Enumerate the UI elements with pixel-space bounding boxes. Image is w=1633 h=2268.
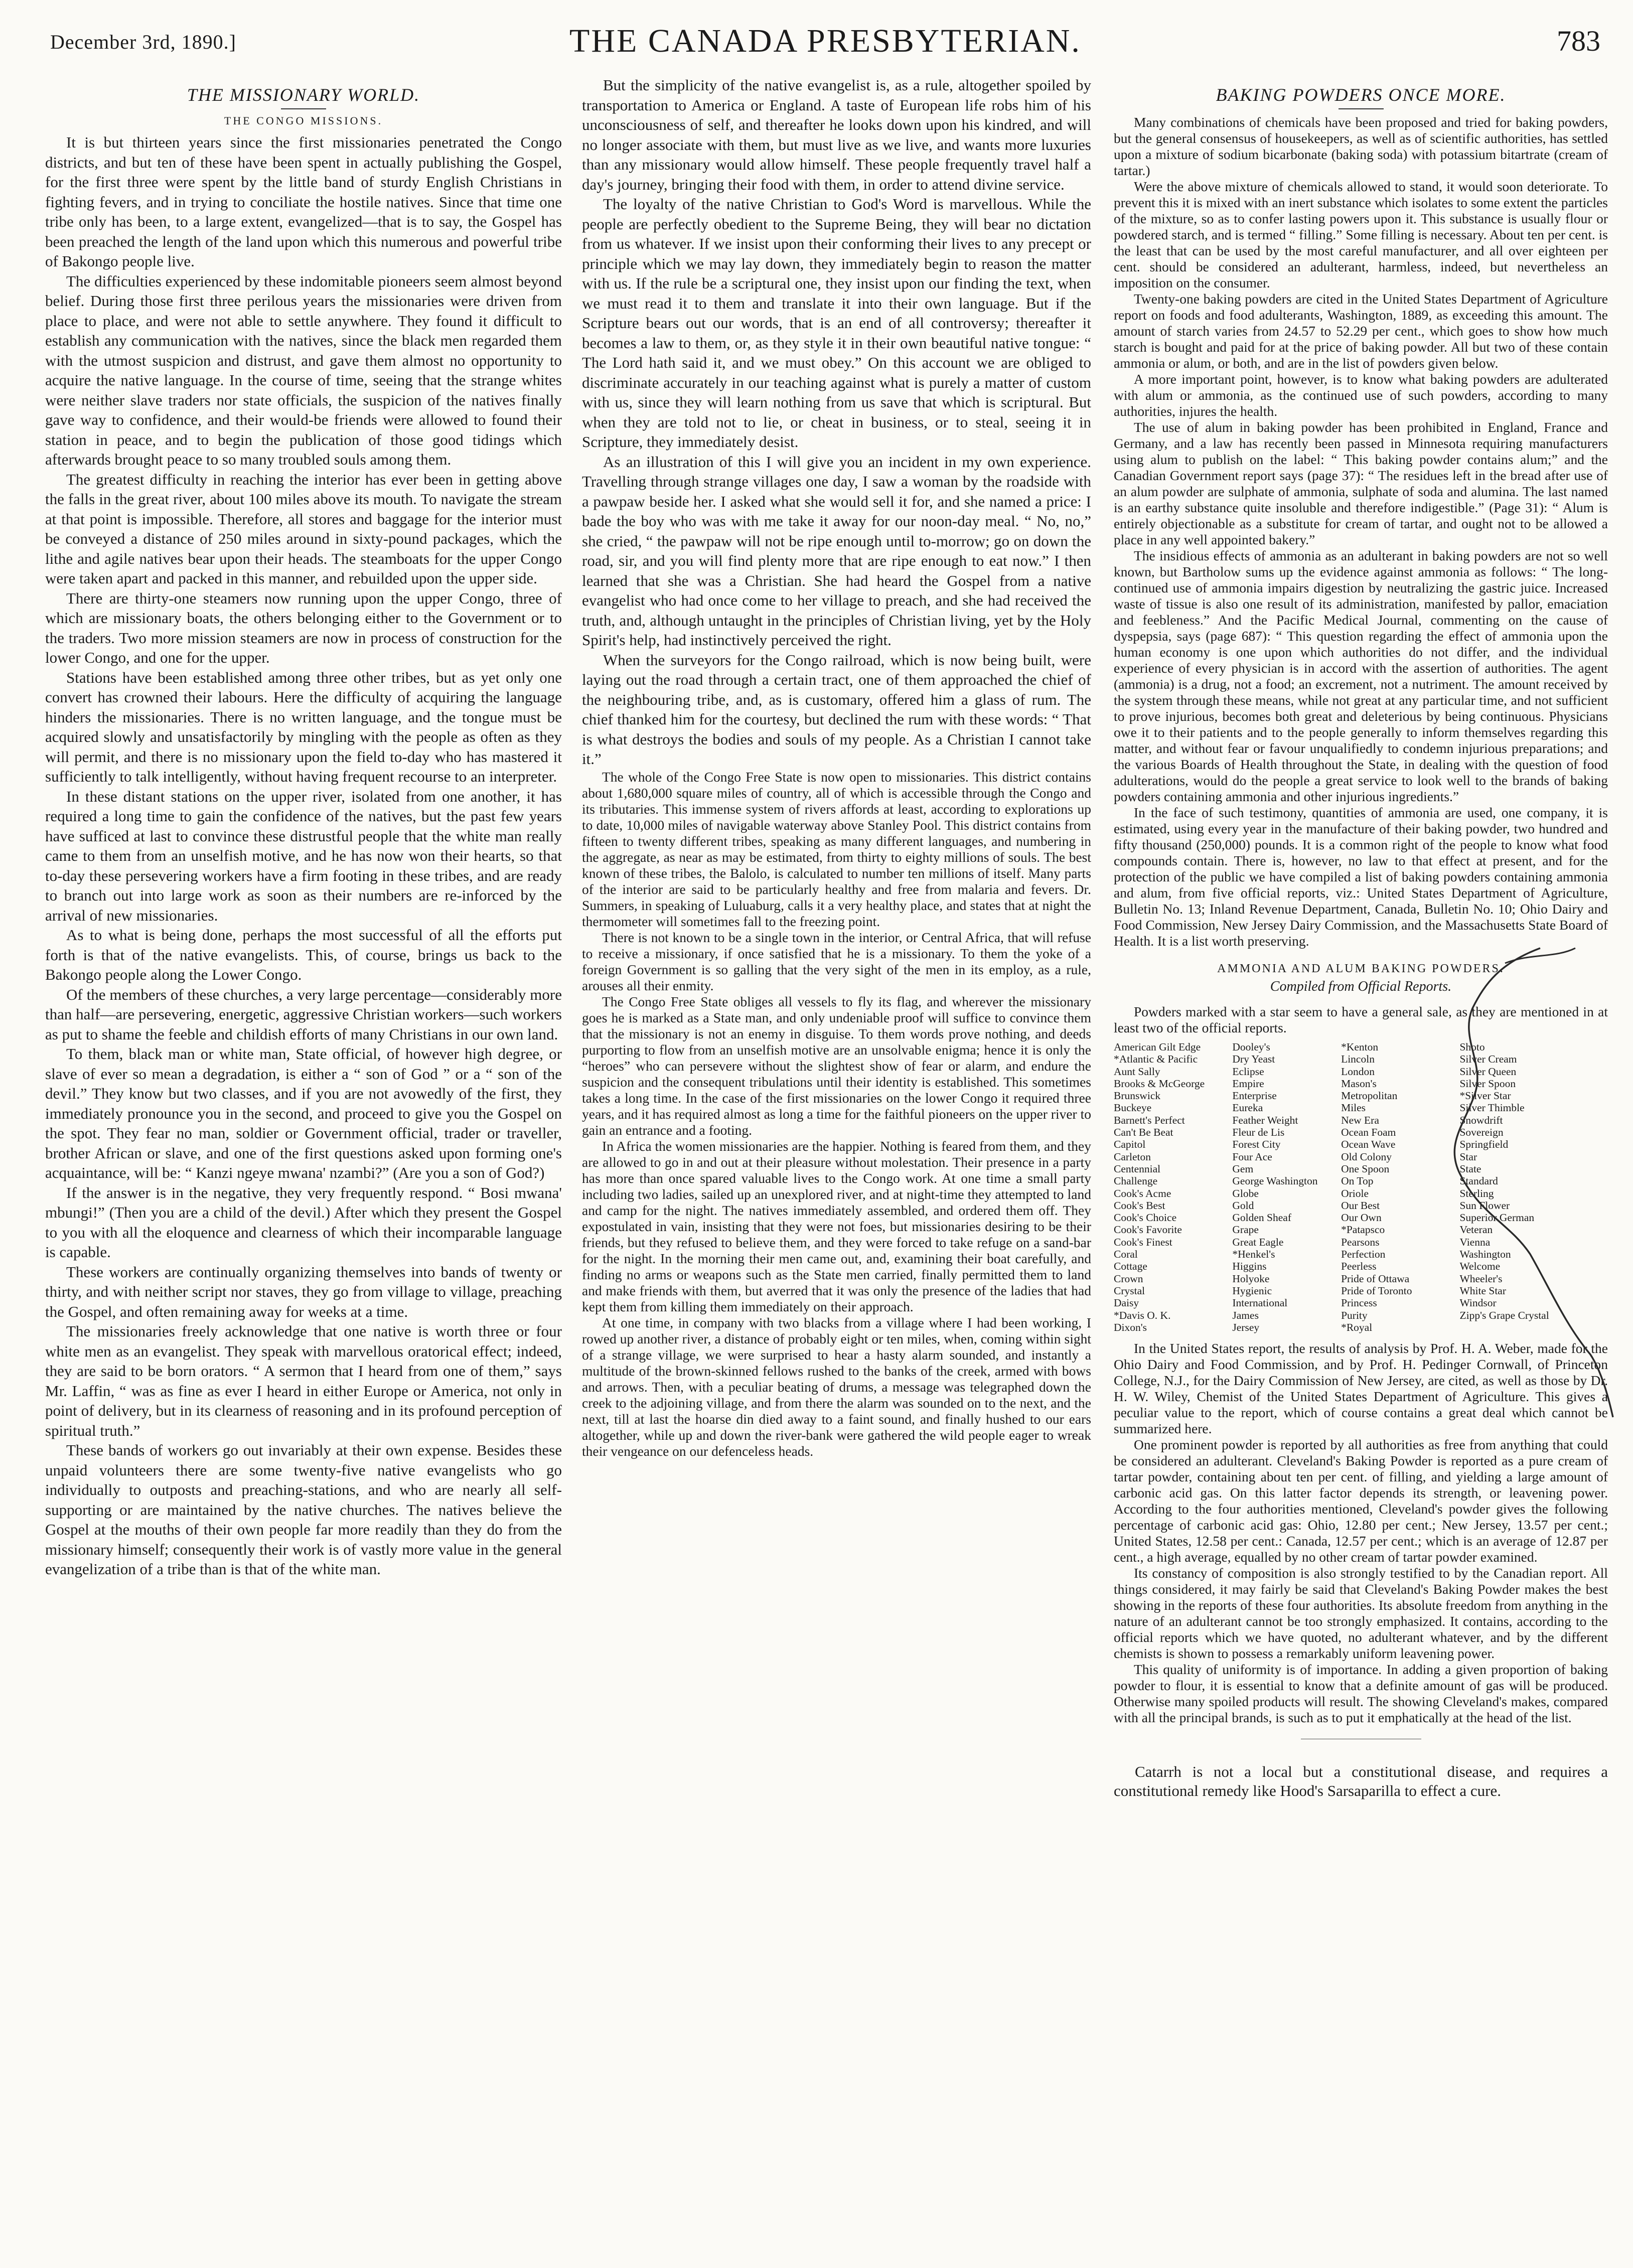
brand-name: Silver Thimble — [1459, 1102, 1525, 1114]
brand-name: Holyoke — [1232, 1272, 1270, 1285]
article-paragraph: To them, black man or white man, State official, of however high degree, or slave of ever so mean a degradation, is either a “ son of God ” or a “ son of the devil.” They know but two classes, and if you are not avowedly of the first, they immediately pronounce you in the second, and proceed to give you the Gospel on the spot. They fear no man, soldier or Government official, trader or traveller, brother African or slave, and one of the first questions asked upon forming one's acquaintance, will be: “ Kanzi ngeye mwana' nzambi?” (Are you a son of God?) — [45, 1045, 562, 1181]
brand-list-title: AMMONIA AND ALUM BAKING POWDERS. — [1217, 962, 1505, 975]
brand-name: *Henkel's — [1232, 1248, 1275, 1261]
brand-name: Springfield — [1459, 1138, 1509, 1151]
brand-name: *Davis O. K. — [1114, 1309, 1171, 1321]
article-paragraph: If the answer is in the negative, they very frequently respond. “ Bosi mwana' mbungi!” (Then you are a child of the devil.) After which they present the Gospel to you with all the eloquence and clearness of which their incomparable language is capable. — [45, 1183, 562, 1261]
brand-column — [1341, 1041, 1459, 1333]
article-paragraph: In the face of such testimony, quantities of ammonia are used, one company, it is estimated, using every year in the manufacture of their baking powder, two hundred and fifty thousand (250,000) pounds. It is a common right of the people to know what food compounds contain. There is, however, no law to that effect at present, and for the protection of the public we have compiled a list of baking powders containing ammonia and alum, from five official reports, viz.: United States Department of Agriculture, Bulletin No. 13; Inland Revenue Department, Canada, Bulletin No. 10; Ohio Dairy and Food Commission, New Jersey Dairy Commission, and the Massachusetts State Board of Health. It is a list worth preserving. — [1114, 805, 1608, 949]
brand-name: Pride of Ottawa — [1341, 1272, 1410, 1285]
brand-name: Purity — [1341, 1309, 1368, 1321]
brand-name: Perfection — [1341, 1248, 1386, 1261]
brand-name: Snowdrift — [1459, 1114, 1503, 1126]
brand-name: Dry Yeast — [1232, 1053, 1275, 1066]
brand-name: One Spoon — [1341, 1162, 1390, 1175]
brand-name: *Atlantic & Pacific — [1114, 1053, 1198, 1066]
baking-article-conclusion — [1114, 1340, 1608, 1726]
article-paragraph: A more important point, however, is to know what baking powders are adulterated with alum or ammonia, as the continued use of such powders, according to many authorities, injures the health. — [1114, 371, 1608, 419]
brand-name: Sun Flower — [1459, 1199, 1510, 1212]
brand-name: Fleur de Lis — [1232, 1126, 1285, 1139]
brand-name: Pride of Toronto — [1341, 1284, 1412, 1297]
page-number: 783 — [1557, 25, 1600, 57]
title-rule — [1339, 108, 1384, 109]
article-paragraph: The greatest difficulty in reaching the interior has ever been in getting above the falls in the great river, about 100 miles above its mouth. To navigate the stream at that point is impossible. Therefore, all stores and baggage for the interior must be conveyed a distance of 250 miles around in sixty-pound packages, which the lithe and agile natives bear upon their heads. The steamboats for the upper Congo were taken apart and packed in this manner, and rebuilded upon the upper side. — [45, 470, 562, 587]
brand-name: Enterprise — [1232, 1090, 1277, 1102]
brand-name: Forest City — [1232, 1138, 1281, 1151]
brand-name: Oriole — [1341, 1187, 1369, 1199]
brand-name: Daisy — [1114, 1297, 1139, 1309]
article-paragraph: This quality of uniformity is of importance. In adding a given proportion of baking powder to flour, it is essential to know that a definite amount of gas will be produced. Otherwise many spoiled products will result. The showing Cleveland's makes, compared with all the principal brands, is such as to put it emphatically at the head of the list. — [1114, 1661, 1608, 1726]
brand-name: Ocean Wave — [1341, 1138, 1396, 1151]
brand-name: Crown — [1114, 1272, 1143, 1285]
brand-name: Vienna — [1459, 1236, 1491, 1248]
brand-name: Miles — [1341, 1102, 1366, 1114]
brand-name: Mason's — [1341, 1077, 1377, 1090]
brand-name: Higgins — [1232, 1260, 1267, 1273]
brand-name: Grape — [1232, 1224, 1259, 1236]
article-paragraph: In Africa the women missionaries are the happier. Nothing is feared from them, and they are allowed to go in and out at their pleasure without molestation. Their presence in a party has more than once spared valuable lives to the Congo work. At one time a small party including two ladies, sailed up an unexplored river, and at night-time they attempted to land and camp for the night. The natives immediately assembled, and ordered them off. They expostulated in vain, insisting that they were not foes, but missionaries desiring to be their friends, but they refused to believe them, and they were forced to take refuge on a sand-bar for the night. In the morning their men came out, and, examining their boat carefully, and finding no arms or weapons such as the State men carried, finally permitted them to land and make friends with them, but averred that it was only the presence of the ladies that had kept them from killing them immediately on their approach. — [582, 1138, 1091, 1314]
brand-name: Veteran — [1459, 1224, 1493, 1236]
article-paragraph: At one time, in company with two blacks from a village where I had been working, I rowed up another river, a distance of probably eight or ten miles, when, coming within sight of a strange village, we were surprised to hear a hasty alarm sounded, and instantly a multitude of the brown-skinned fellows rushed to the banks of the creek, armed with bows and arrows. Then, with a peculiar beating of drums, a message was telegraphed down the creek to the adjoining village, and from there the alarm was sounded on to the next, and the next, till at last the hoarse din died away to a faint sound, and finally hushed to our ears altogether, while up and down the river-bank were gathered the wild people eager to wreak their vengeance on our defenceless heads. — [582, 1314, 1091, 1459]
masthead-title: THE CANADA PRESBYTERIAN. — [569, 23, 1081, 59]
brand-name: Capitol — [1114, 1138, 1146, 1151]
missionary-article-continued — [582, 75, 1091, 769]
brand-name: Shoto — [1459, 1041, 1485, 1053]
brand-name: Silver Cream — [1459, 1053, 1517, 1066]
brand-name: Centennial — [1114, 1162, 1161, 1175]
brand-name: Coral — [1114, 1248, 1138, 1261]
brand-name: Challenge — [1114, 1175, 1158, 1187]
brand-list-intro: Powders marked with a star seem to have a general sale, as they are mentioned in at least two of the official reports. — [1114, 1004, 1608, 1035]
brand-name: Globe — [1232, 1187, 1259, 1199]
brand-name: Feather Weight — [1232, 1114, 1298, 1126]
brand-name: Washington — [1459, 1248, 1511, 1261]
article-paragraph: In these distant stations on the upper river, isolated from one another, it has required a long time to gain the confidence of the natives, but the past few years have sufficed at last to convince these distrustful people that the white man really came to them from an unselfish motive, and he has now won their hearts, so that to-day these persevering workers have a firm footing in these tribes, and are ready to branch out into large work as soon as their numbers are re-inforced by the arrival of new missionaries. — [45, 787, 562, 924]
article-paragraph: Of the members of these churches, a very large percentage—considerably more than half—are persevering, energetic, aggressive Christian workers—such workers as put to shame the feeble and childish efforts of many Christians in our own land. — [45, 985, 562, 1043]
article-paragraph: The use of alum in baking powder has been prohibited in England, France and Germany, and a law has recently been passed in Minnesota requiring manufacturers using alum to publish on the label: “ This baking powder contains alum;” and the Canadian Government report says (page 37): “ The residues left in the bread after use of an alum powder are sulphate of ammonia, sulphate of soda and alumina. The last named is an earthy substance quite insoluble and therefore indigestible.” (Page 31): “ Alum is entirely objectionable as a substitute for cream of tartar, and ought not to be allowed a place in any well appointed bakery.” — [1114, 419, 1608, 547]
brand-name: Gem — [1232, 1162, 1254, 1175]
brand-name: Our Own — [1341, 1212, 1382, 1224]
column-1 — [45, 75, 562, 2232]
article-paragraph: One prominent powder is reported by all authorities as free from anything that could be considered an adulterant. Cleveland's Baking Powder is reported as a pure cream of tartar powder, containing about ten per cent. of filling, and yielding a large amount of carbonic acid gas. On this latter factor depends its strength, or leavening power. According to the four authorities mentioned, Cleveland's powder gives the following percentage of carbonic acid gas: Ohio, 12.80 per cent.; New Jersey, 13.57 per cent.; United States, 12.58 per cent.: Canada, 12.57 per cent.; which is an average of 12.87 per cent., a high average, equalled by no other cream of tartar powder examined. — [1114, 1437, 1608, 1565]
brand-name: State — [1459, 1162, 1481, 1175]
brand-name: Dixon's — [1114, 1321, 1147, 1333]
brand-name: Gold — [1232, 1199, 1254, 1212]
brand-name: Silver Spoon — [1459, 1077, 1516, 1090]
article-paragraph: These bands of workers go out invariably at their own expense. Besides these unpaid volunteers there are some twenty-five native evangelists who go individually to outposts and preaching-stations, and who are nearly all self-supporting or are maintained by the native churches. The natives believe the Gospel at the mouths of their own people far more readily than they do from the missionary himself; consequently their work is of vastly more value in the general evangelization of a tribe than is that of the white man. — [45, 1441, 562, 1578]
brand-name: Lincoln — [1341, 1053, 1375, 1066]
brand-name: Buckeye — [1114, 1102, 1152, 1114]
brand-column — [1232, 1041, 1341, 1333]
brand-name: London — [1341, 1065, 1375, 1078]
brand-name: Golden Sheaf — [1232, 1212, 1292, 1224]
brand-name: Carleton — [1114, 1150, 1151, 1163]
brand-name: American Gilt Edge — [1114, 1041, 1201, 1053]
brand-name — [1459, 1321, 1608, 1333]
title-rule — [281, 108, 326, 109]
article-paragraph: Many combinations of chemicals have been proposed and tried for baking powders, but the general consensus of housekeepers, as well as of scientific authorities, has settled upon a mixture of sodium bicarbonate (baking soda) with potassium bitartrate (cream of tartar.) — [1114, 114, 1608, 178]
brand-name: Sovereign — [1459, 1126, 1504, 1139]
brand-name: George Washington — [1232, 1175, 1318, 1187]
brand-name: Aunt Sally — [1114, 1065, 1160, 1078]
brand-name: Cook's Choice — [1114, 1212, 1177, 1224]
brand-name: Zipp's Grape Crystal — [1459, 1309, 1549, 1321]
brand-name: Great Eagle — [1232, 1236, 1284, 1248]
article-paragraph: These workers are continually organizing themselves into bands of twenty or thirty, and with neither script nor staves, they go from village to village, preaching the Gospel, and often remaining away for weeks at a time. — [45, 1263, 562, 1320]
notice-text: Catarrh is not a local but a constitutional disease, and requires a constitutional remedy like Hood's Sarsaparilla to effect a cure. — [1114, 1763, 1608, 1800]
brand-name: Four Ace — [1232, 1150, 1272, 1163]
article-paragraph: But the simplicity of the native evangelist is, as a rule, altogether spoiled by transportation to America or England. A taste of European life robs him of his unconsciousness of self, and thereafter he looks down upon his kindred, and will no longer associate with them, but must live as we live, and wants more luxuries than any missionary would allow himself. These people frequently travel half a day's journey, bringing their food with them, in order to attend divine service. — [582, 76, 1091, 193]
brand-name: Cook's Best — [1114, 1199, 1165, 1212]
brand-name: Standard — [1459, 1175, 1498, 1187]
baking-section-title: BAKING POWDERS ONCE MORE. — [1216, 85, 1506, 105]
brand-column — [1459, 1041, 1608, 1333]
brand-column — [1114, 1041, 1232, 1333]
brand-name: Can't Be Beat — [1114, 1126, 1173, 1139]
brand-name: Eureka — [1232, 1102, 1263, 1114]
brand-name: Ocean Foam — [1341, 1126, 1396, 1139]
brand-name: Old Colony — [1341, 1150, 1392, 1163]
brand-name: Dooley's — [1232, 1041, 1270, 1053]
article-paragraph: It is but thirteen years since the first missionaries penetrated the Congo districts, and but ten of these have been spent in actually publishing the Gospel, for the first three were spent by the little band of sturdy English Christians in fighting fevers, and in trying to conciliate the hostile natives. Since that time one tribe only has been, to a large extent, evangelized—that is to say, the Gospel has been preached the length of the land upon which this numerous and powerful tribe of Bakongo people live. — [45, 133, 562, 270]
brand-name: Pearsons — [1341, 1236, 1380, 1248]
missionary-article-small-text — [582, 769, 1091, 1459]
brand-name: International — [1232, 1297, 1288, 1309]
brand-name: New Era — [1341, 1114, 1379, 1126]
article-paragraph: As an illustration of this I will give you an incident in my own experience. Travelling through strange villages one day, I saw a woman by the roadside with a pawpaw beside her. I asked what she would sell it for, and she named a price: I bade the boy who was with me take it away for our noon-day meal. “ No, no,” she cried, “ the pawpaw will not be ripe enough until to-morrow; go on down the road, sir, and you will find plenty more that are ripe enough to eat now.” I then learned that she was a Christian. She had heard the Gospel from a native evangelist who had once come to her village to preach, and she had received the truth, and, although untaught in the principles of Christian living, yet by the Holy Spirit's help, had instinctively perceived the right. — [582, 452, 1091, 649]
baking-article-body — [1114, 114, 1608, 949]
brand-name: Brooks & McGeorge — [1114, 1077, 1205, 1090]
brand-name: *Royal — [1341, 1321, 1373, 1333]
article-paragraph: Its constancy of composition is also strongly testified to by the Canadian report. All things considered, it may fairly be said that Cleveland's Baking Powder makes the best showing in the reports of these four authorities. Its absolute freedom from anything in the nature of an adulterant cannot be too strongly emphasized. It contains, according to the official reports which we have quoted, no adulterant whatever, and by the different chemists is shown to possess a remarkably uniform leavening power. — [1114, 1565, 1608, 1661]
brand-name: Jersey — [1232, 1321, 1260, 1333]
column-2 — [582, 75, 1091, 2232]
brand-name: Empire — [1232, 1077, 1264, 1090]
brand-list — [1114, 1041, 1608, 1333]
article-paragraph: There are thirty-one steamers now running upon the upper Congo, three of which are missionary boats, the others belonging either to the Government or to the traders. Two more mission steamers are now in process of construction for the lower Congo, and one for the upper. — [45, 589, 562, 666]
brand-name: White Star — [1459, 1284, 1507, 1297]
brand-name: On Top — [1341, 1175, 1374, 1187]
brand-name: *Patapsco — [1341, 1224, 1385, 1236]
brand-name: Cook's Finest — [1114, 1236, 1172, 1248]
brand-list-source: Compiled from Official Reports. — [1270, 979, 1452, 994]
brand-name: Eclipse — [1232, 1065, 1264, 1078]
brand-name: Our Best — [1341, 1199, 1380, 1212]
brand-name: Cook's Acme — [1114, 1187, 1171, 1199]
article-paragraph: There is not known to be a single town in the interior, or Central Africa, that will refuse to receive a missionary, if once satisfied that he is a missionary. To them the yoke of a foreign Government is so galling that the very sight of the men in its employ, as a rule, arouses all their enmity. — [582, 929, 1091, 993]
article-paragraph: In the United States report, the results of analysis by Prof. H. A. Weber, made for the Ohio Dairy and Food Commission, and by Prof. H. Pedinger Cornwall, of Princeton College, N.J., for the Dairy Commission of New Jersey, are cited, as well as those by Dr. H. W. Wiley, Chemist of the United States Department of Agriculture. This gives a peculiar value to the report, which of course contains a great deal which cannot be summarized here. — [1114, 1340, 1608, 1437]
article-paragraph: The insidious effects of ammonia as an adulterant in baking powders are not so well known, but Bartholow sums up the evidence against ammonia as follows: “ The long-continued use of ammonia impairs digestion by neutralizing the gastric juice. Increased waste of tissue is also one result of its administration, manifested by pallor, emaciation and feebleness.” And the Pacific Medical Journal, commenting on the cause of dyspepsia, says (page 687): “ This question regarding the effect of ammonia upon the human economy is one upon which authorities do not differ, and the individual experience of every physician is in accord with the assertion of authorities. The agent (ammonia) is a drug, not a food; an excrement, not a nutriment. The amount received by the system through these means, while not great at any particular time, and not sufficient to prove injurious, becomes both great and deleterious by being continuous. Physicians owe it to their patients and to the people generally to inform themselves regarding this matter, and without fear or favour unqualifiedly to condemn injurious preparations; and the various Boards of Health throughout the State, in dealing with the question of food adulterations, would do the people a great service to look well to the brands of baking powders containing ammonia and other injurious ingredients.” — [1114, 548, 1608, 804]
brand-name: *Silver Star — [1459, 1090, 1511, 1102]
article-paragraph: The whole of the Congo Free State is now open to missionaries. This district contains about 1,680,000 square miles of country, all of which is accessible through the Congo and its tributaries. This immense system of rivers affords at least, according to explorations up to date, 10,000 miles of navigable waterway above Stanley Pool. This district contains from fifteen to twenty different tribes, speaking as many different languages, and numbering in the aggregate, as near as may be estimated, from thirty to eighty millions of souls. The best known of these tribes, the Balolo, is calculated to number ten millions of itself. Many parts of the interior are said to be particularly healthy and free from malaria and fevers. Dr. Summers, in speaking of Luluaburg, calls it a very healthy place, and states that at night the thermometer will sometimes fall to the freezing point. — [582, 769, 1091, 929]
brand-name: Hygienic — [1232, 1284, 1272, 1297]
brand-name: Princess — [1341, 1297, 1377, 1309]
brand-name: Silver Queen — [1459, 1065, 1517, 1078]
brand-name: Windsor — [1459, 1297, 1497, 1309]
brand-name: Wheeler's — [1459, 1272, 1503, 1285]
brand-name: Cook's Favorite — [1114, 1224, 1182, 1236]
brand-name: Crystal — [1114, 1284, 1145, 1297]
article-paragraph: When the surveyors for the Congo railroad, which is now being built, were laying out the road through a certain tract, one of them approached the chief of the neighbouring tribe, and, as is customary, offered him a glass of rum. The chief thanked him for the courtesy, but declined the rum with these words: “ That is what destroys the bodies and souls of my people. As a Christian I cannot take it.” — [582, 651, 1091, 768]
brand-name: Barnett's Perfect — [1114, 1114, 1185, 1126]
article-paragraph: As to what is being done, perhaps the most successful of all the efforts put forth is that of the native evangelists. This, of course, brings us back to the Bakongo people along the Lower Congo. — [45, 926, 562, 983]
brand-name: *Kenton — [1341, 1041, 1379, 1053]
brand-name: James — [1232, 1309, 1259, 1321]
missionary-article-title: THE CONGO MISSIONS. — [224, 114, 383, 127]
issue-date: December 3rd, 1890.] — [50, 31, 236, 53]
brand-name: Superior German — [1459, 1212, 1535, 1224]
column-3 — [1114, 75, 1608, 2232]
article-paragraph: The missionaries freely acknowledge that one native is worth three or four white men as an evangelist. They speak with marvellous oratorical effect; indeed, they are said to be born orators. “ A sermon that I heard from one of them,” says Mr. Laffin, “ was as fine as ever I heard in either Europe or America, not only in point of delivery, but in its clearness of reasoning and in its profound perception of spiritual truth.” — [45, 1322, 562, 1439]
brand-name: Peerless — [1341, 1260, 1377, 1273]
article-paragraph: The difficulties experienced by these indomitable pioneers seem almost beyond belief. During those first three perilous years the missionaries were driven from place to place, and were not able to settle anywhere. They found it difficult to establish any communication with the natives, since the black men regarded them with the utmost suspicion and distrust, and gave them almost no opportunity to acquire the native language. In the course of time, seeing that the strange whites were neither slave traders nor state officials, the suspicion of the natives finally gave way to confidence, and their would-be friends were allowed to found their station in peace, and to begin the publication of those good tidings which afterwards brought peace to so many troubled souls among them. — [45, 272, 562, 468]
article-paragraph: Stations have been established among three other tribes, but as yet only one convert has crowned their labours. Here the difficulty of acquiring the language hinders the missionaries. There is no written language, and the tongue must be acquired slowly and unsatisfactorily by mingling with the people as often as they will permit, and there is no missionary upon the field to-day who has mastered it sufficiently to talk intelligently, without having frequent recourse to an interpreter. — [45, 668, 562, 785]
brand-name: Star — [1459, 1150, 1477, 1163]
article-paragraph: The Congo Free State obliges all vessels to fly its flag, and wherever the missionary goes he is marked as a State man, and only undeniable proof will suffice to convince them that the missionary is not an enemy in disguise. To them words prove nothing, and deeds purporting to flow from an unselfish motive are an unsolvable enigma; hence it is only the “heroes” who can persevere without the slightest show of fear or alarm, and endure the suspicion and the consequent tribulations until their identity is established. This sometimes takes a long time. In the case of the first missionaries on the lower Congo it required three years, and it has required almost as long a time for the faithful pioneers on the upper river to gain an entrance and a footing. — [582, 993, 1091, 1138]
article-paragraph: Were the above mixture of chemicals allowed to stand, it would soon deteriorate. To prevent this it is mixed with an inert substance which isolates to some extent the particles of the mixture, so as to confer lasting powers upon it. This substance is usually flour or powdered starch, and is termed “ filling.” Some filling is necessary. About ten per cent. is the least that can be used by the most careful manufacturer, and all over eighteen per cent. should be considered an adulterant, harmless, indeed, but nevertheless an imposition on the consumer. — [1114, 179, 1608, 290]
article-paragraph: Twenty-one baking powders are cited in the United States Department of Agriculture report on foods and food adulterants, Washington, 1889, as exceeding this amount. The amount of starch varies from 24.57 to 52.29 per cent., which goes to show how much starch is bought and paid for at the price of baking powder. All but two of these contain ammonia or alum, or both, and are in the list of powders given below. — [1114, 291, 1608, 371]
missionary-section-title: THE MISSIONARY WORLD. — [187, 85, 420, 105]
brand-name: Welcome — [1459, 1260, 1501, 1273]
brand-name: Brunswick — [1114, 1090, 1161, 1102]
brand-name: Sterling — [1459, 1187, 1494, 1199]
article-paragraph: The loyalty of the native Christian to God's Word is marvellous. While the people are perfectly obedient to the Supreme Being, they will bear no dictation from us whatever. If we insist upon their conforming their lives to any precept or principle which we may lay down, they immediately begin to reason the matter with us. If the rule be a scriptural one, they insist upon our finding the text, when we must read it to them and translate it into their own language. But if the Scripture bears out our words, that is an end of all controversy; thereafter it becomes a law to them, or, as they style it in their own beautiful native tongue: “ The Lord hath said it, and we must obey.” On this account we are obliged to discriminate accurately in our teaching against what is purely a matter of custom with us, since they will learn nothing from us save that which is scriptural. But when they are told not to lie, or cheat in business, or to steal, seeing it in Scripture, they immediately desist. — [582, 195, 1091, 450]
brand-name: Cottage — [1114, 1260, 1147, 1273]
hoods-notice — [1114, 1762, 1608, 1800]
page-header — [45, 15, 1605, 60]
brand-name: Metropolitan — [1341, 1090, 1398, 1102]
missionary-article-body — [45, 132, 562, 1579]
